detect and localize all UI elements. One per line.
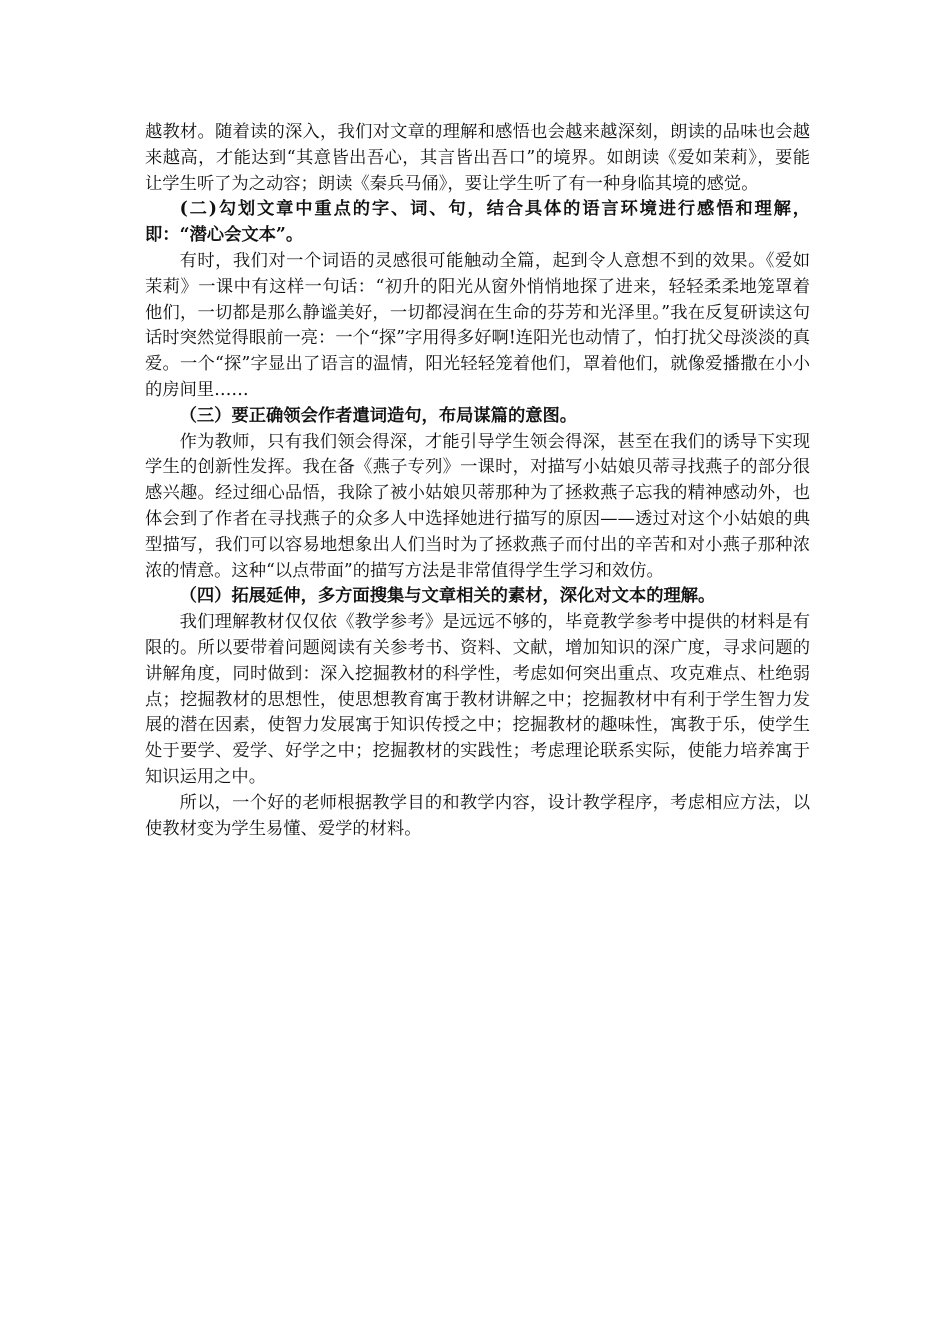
- paragraph-body: 有时，我们对一个词语的灵感很可能触动全篇，起到令人意想不到的效果。《爱如茉莉》一课中有这样一句话：“初升的阳光从窗外悄悄地探了进来，轻轻柔柔地笼罩着他们，一切都是那么静谧美好，一切都浸润在生命的芬芳和光泽里。”我在反复研读这句话时突然觉得眼前一亮：一个“探”字用得多好啊!连阳光也动情了，怕打扰父母淡淡的真爱。一个“探”字显出了语言的温情，阳光轻轻笼着他们，罩着他们，就像爱播撒在小小的房间里……: [145, 250, 810, 400]
- section-heading-2: (二)勾划文章中重点的字、词、句，结合具体的语言环境进行感悟和理解，即：“潜心会文本”。: [145, 199, 810, 246]
- paragraph-continued: 越教材。随着读的深入，我们对文章的理解和感悟也会越来越深刻，朗读的品味也会越来越高，才能达到“其意皆出吾心，其言皆出吾口”的境界。如朗读《爱如茉莉》，要能让学生听了为之动容；朗读《秦兵马俑》，要让学生听了有一种身临其境的感觉。: [145, 122, 810, 194]
- paragraph-body: 我们理解教材仅仅依《教学参考》是远远不够的，毕竟教学参考中提供的材料是有限的。所以要带着问题阅读有关参考书、资料、文献，增加知识的深广度，寻求问题的讲解角度，同时做到：深入挖掘教材的科学性，考虑如何突出重点、攻克难点、杜绝弱点；挖掘教材的思想性，使思想教育寓于教材讲解之中；挖掘教材中有利于学生智力发展的潜在因素，使智力发展寓于知识传授之中；挖掘教材的趣味性，寓教于乐，使学生处于要学、爱学、好学之中；挖掘教材的实践性；考虑理论联系实际，使能力培养寓于知识运用之中。: [145, 612, 810, 787]
- section-heading-3: （三）要正确领会作者遣词造句，布局谋篇的意图。: [179, 405, 578, 426]
- section-heading-4: （四）拓展延伸，多方面搜集与文章相关的素材，深化对文本的理解。: [179, 586, 716, 607]
- paragraph-body: 作为教师，只有我们领会得深，才能引导学生领会得深，甚至在我们的诱导下实现学生的创新性发挥。我在备《燕子专列》一课时，对描写小姑娘贝蒂寻找燕子的部分很感兴趣。经过细心品悟，我除了被小姑娘贝蒂那种为了拯救燕子忘我的精神感动外，也体会到了作者在寻找燕子的众多人中选择她进行描写的原因——透过对这个小姑娘的典型描写，我们可以容易地想象出人们当时为了拯救燕子而付出的辛苦和对小燕子那种浓浓的情意。这种“以点带面”的描写方法是非常值得学生学习和效仿。: [145, 431, 810, 581]
- paragraph-conclusion: 所以，一个好的老师根据教学目的和教学内容，设计教学程序，考虑相应方法，以使教材变为学生易懂、爱学的材料。: [145, 792, 810, 839]
- document-page: [145, 120, 810, 842]
